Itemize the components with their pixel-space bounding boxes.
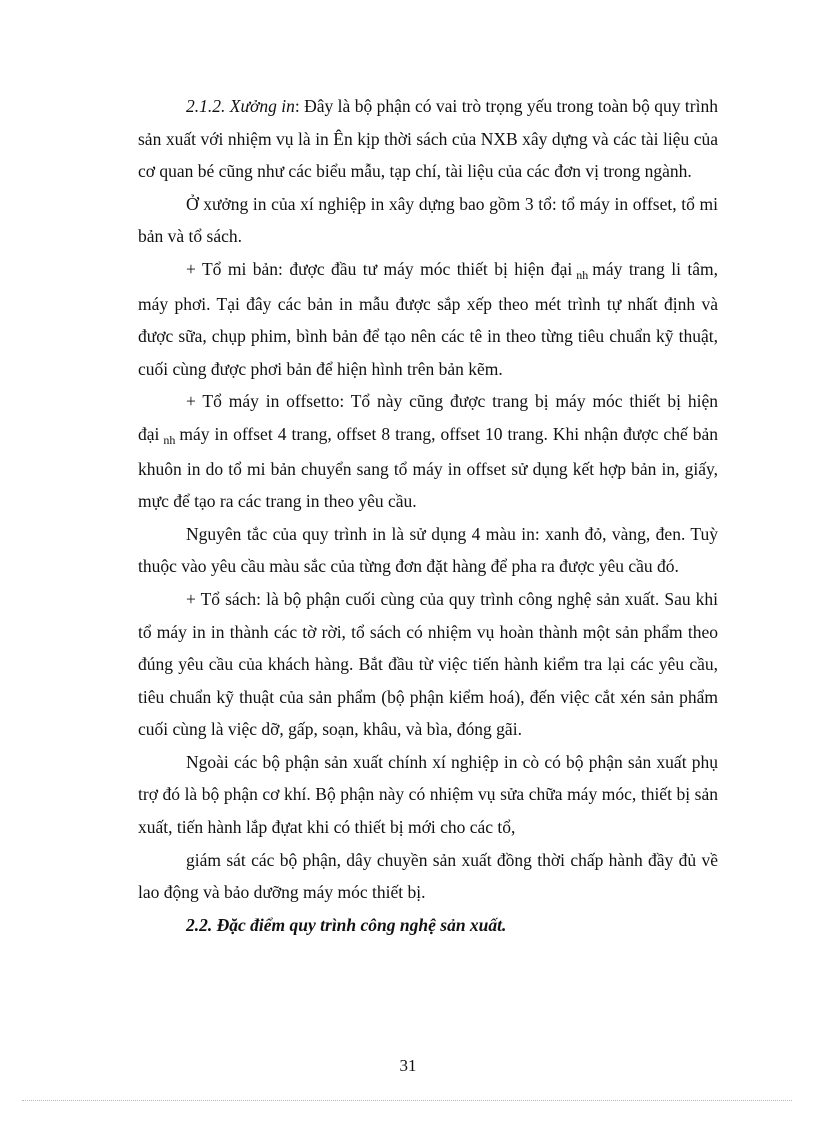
paragraph-text: : Đây là bộ phận có vai trò trọng yếu trong toàn bộ quy trình sản xuất với nhiệm vụ là in Ên kịp thời sách của NXB xây dựng và các tài liệu của cơ quan bé cũng như các biểu mẫu, tạp chí, tài liệu của các đơn vị trong ngành. — [138, 96, 718, 182]
paragraph-giam-sat: giám sát các bộ phận, dây chuyền sản xuất đồng thời chấp hành đầy đủ về lao động và bảo dưỡng máy móc thiết bị. — [138, 849, 718, 903]
paragraph-text: + Tổ máy in offsetto: Tổ này cũng được trang bị máy móc thiết bị hiện đại — [138, 391, 718, 444]
body-text — [138, 90, 718, 941]
page-number: 31 — [399, 1056, 417, 1075]
paragraph-text: + Tổ mi bản: được đầu tư máy móc thiết bị hiện đại — [186, 258, 573, 279]
paragraph-nguyen-tac: Nguyên tắc của quy trình in là sử dụng 4 màu in: xanh đỏ, vàng, đen. Tuỳ thuộc vào yêu cầu màu sắc của từng đơn đặt hàng để pha ra được yêu cầu đó. — [138, 523, 718, 577]
paragraph-text: máy in offset 4 trang, offset 8 trang, offset 10 trang. Khi nhận được chế bản khuôn in do tổ mi bản chuyển sang tổ máy in offset sử dụng kết hợp bản in, giấy, mực để tạo ra các trang in theo yêu cầu. — [138, 423, 718, 512]
paragraph-xuong-in — [138, 90, 718, 188]
subsection-label: 2.1.2. Xưởng in — [186, 96, 295, 116]
page-border-divider — [22, 1100, 792, 1101]
section-heading: 2.2. Đặc điểm quy trình công nghệ sản xuất. — [186, 914, 507, 935]
paragraph-to-mi-ban — [138, 253, 718, 385]
paragraph-bo-phan-phu-tro: Ngoài các bộ phận sản xuất chính xí nghiệp in cò có bộ phận sản xuất phụ trợ đó là bộ phận cơ khí. Bộ phận này có nhiệm vụ sửa chữa máy móc, thiết bị sản xuất, tiến hành lắp đựat khi có thiết bị mới cho các tổ, — [138, 751, 718, 838]
paragraph-text: máy trang li tâm, máy phơi. Tại đây các bản in mẫu được sắp xếp theo mét trình tự nhất định và được sữa, chụp phim, bình bản để tạo nên các tê in theo từng tiêu chuẩn kỹ thuật, cuối cùng được phơi bản để hiện hình trên bản kẽm. — [138, 258, 718, 379]
paragraph-to-may-in — [138, 385, 718, 517]
stray-subscript: nh — [576, 267, 589, 282]
paragraph-to-sach: + Tổ sách: là bộ phận cuối cùng của quy trình công nghệ sản xuất. Sau khi tổ máy in in thành các tờ rời, tổ sách có nhiệm vụ hoàn thành một sản phẩm theo đúng yêu cầu của khách hàng. Bắt đầu từ việc tiến hành kiểm tra lại các yêu cầu, tiêu chuẩn kỹ thuật của sản phẩm (bộ phận kiểm hoá), đến việc cắt xén sản phẩm cuối cùng là việc dỡ, gấp, soạn, khâu, và bìa, đóng gãi. — [138, 588, 718, 740]
stray-subscript: nh — [163, 432, 176, 447]
paragraph-structure: Ở xưởng in của xí nghiệp in xây dựng bao gồm 3 tổ: tổ máy in offset, tổ mi bản và tổ sách. — [138, 193, 718, 247]
